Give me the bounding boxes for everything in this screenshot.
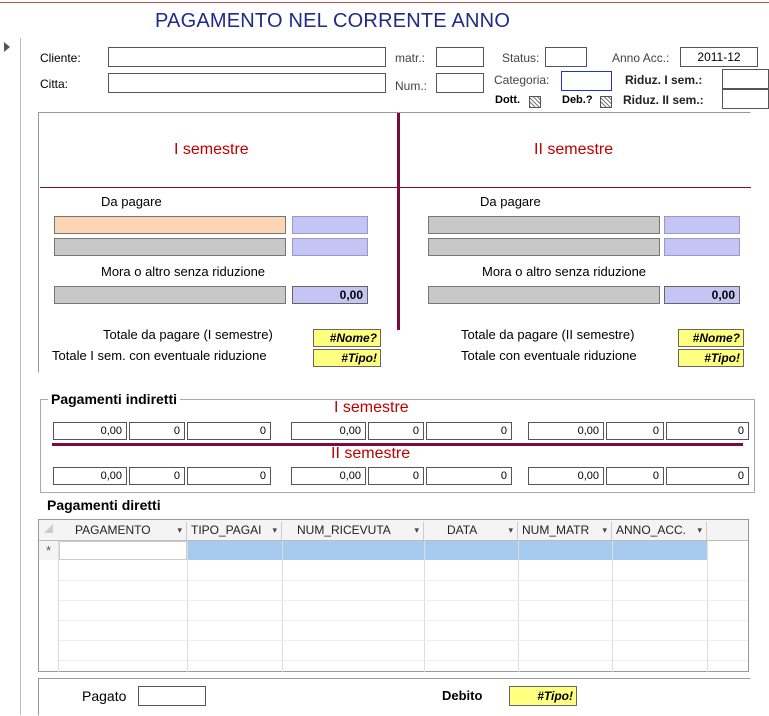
da-pagare-1-label: Da pagare <box>101 194 162 209</box>
sem2-title: II semestre <box>534 141 614 158</box>
indiretti-r1-c4[interactable]: 0,00 <box>291 422 366 440</box>
num-field[interactable] <box>436 73 484 93</box>
col-anno-acc-dropdown-icon[interactable]: ▾ <box>697 525 702 535</box>
indiretti-r2-c6[interactable]: 0 <box>426 467 512 485</box>
col-num-ricevuta-dropdown-icon[interactable]: ▾ <box>414 525 419 535</box>
indiretti-r2-c5[interactable]: 0 <box>368 467 424 485</box>
grid-col-line <box>424 541 425 672</box>
pagato-label: Pagato <box>82 688 127 704</box>
grid-col-line <box>612 541 613 672</box>
indiretti-r1-c5[interactable]: 0 <box>368 422 424 440</box>
grid-row-line <box>59 660 748 661</box>
status-field[interactable] <box>545 47 587 67</box>
col-header-data[interactable] <box>425 522 518 540</box>
col-header-anno-acc-label: ANNO_ACC. <box>616 523 687 537</box>
mora-1-label: Mora o altro senza riduzione <box>101 264 266 279</box>
indiretti-sem2-title: II semestre <box>331 445 411 462</box>
col-header-num-ricevuta-label: NUM_RICEVUTA <box>297 523 391 537</box>
deb-label: Deb.? <box>562 94 593 106</box>
riduz-i-field[interactable] <box>722 69 769 89</box>
totale-i-riduzione-label: Totale I sem. con eventuale riduzione <box>52 348 267 363</box>
indiretti-r2-c3[interactable]: 0 <box>187 467 271 485</box>
diretti-label: Pagamenti diretti <box>47 497 161 513</box>
categoria-field[interactable] <box>561 71 612 91</box>
cliente-field[interactable] <box>108 47 386 67</box>
indiretti-r1-c2[interactable]: 0 <box>129 422 185 440</box>
mora-1-value[interactable]: 0,00 <box>292 286 368 304</box>
totale-ii-value: #Nome? <box>678 329 744 347</box>
col-header-tipo-label: TIPO_PAGAI <box>191 523 262 537</box>
new-record-marker[interactable]: * <box>39 541 59 560</box>
da-pagare-2-value-b[interactable] <box>664 238 740 256</box>
riduz-i-label: Riduz. I sem.: <box>625 73 703 87</box>
matr-label: matr.: <box>395 51 426 65</box>
cliente-label: Cliente: <box>40 51 81 65</box>
indiretti-r2-c9[interactable]: 0 <box>666 467 749 485</box>
col-header-data-label: DATA <box>447 523 478 537</box>
pagato-field[interactable] <box>138 686 206 706</box>
record-selector-bar[interactable] <box>0 38 21 715</box>
col-tipo-dropdown-icon[interactable]: ▾ <box>272 525 277 535</box>
indiretti-r1-c9[interactable]: 0 <box>666 422 749 440</box>
da-pagare-2-label: Da pagare <box>480 194 541 209</box>
num-label: Num.: <box>395 79 428 93</box>
indiretti-r1-c1[interactable]: 0,00 <box>53 422 127 440</box>
totale-i-label: Totale da pagare (I semestre) <box>103 327 273 342</box>
totale-i-value: #Nome? <box>313 329 381 347</box>
indiretti-r1-c7[interactable]: 0,00 <box>528 422 604 440</box>
col-header-tipo-pagamento[interactable] <box>188 522 282 540</box>
da-pagare-1-value-a[interactable] <box>292 216 368 234</box>
col-header-num-matr-label: NUM_MATR <box>522 523 590 537</box>
totale-ii-label: Totale da pagare (II semestre) <box>461 327 635 342</box>
grid-row-line <box>59 580 748 581</box>
totale-i-riduzione-value: #Tipo! <box>313 349 381 367</box>
grid-row-line <box>59 600 748 601</box>
current-record-arrow-icon <box>4 42 10 52</box>
col-header-num-ricevuta[interactable] <box>283 522 424 540</box>
totale-ii-riduzione-value: #Tipo! <box>678 349 744 367</box>
anno-acc-label: Anno Acc.: <box>612 51 670 65</box>
semester-divider-horizontal <box>40 187 751 188</box>
indiretti-label: Pagamenti indiretti <box>48 391 180 407</box>
semester-divider-vertical <box>397 113 400 330</box>
anno-acc-field[interactable]: 2011-12 <box>680 47 758 67</box>
debito-value: #Tipo! <box>509 686 577 706</box>
grid-row-line <box>59 620 748 621</box>
da-pagare-1-amount-b[interactable] <box>54 238 286 256</box>
indiretti-r1-c6[interactable]: 0 <box>426 422 512 440</box>
select-all-icon[interactable] <box>44 524 53 533</box>
col-header-pagamento-label: PAGAMENTO <box>75 523 151 537</box>
new-row-selected-cells[interactable] <box>188 541 707 560</box>
col-header-anno-acc[interactable] <box>613 522 707 540</box>
dott-label: Dott. <box>495 94 521 106</box>
sem1-title: I semestre <box>174 141 249 158</box>
dott-checkbox[interactable] <box>529 96 541 108</box>
status-label: Status: <box>502 51 540 65</box>
col-pagamento-dropdown-icon[interactable]: ▾ <box>177 525 182 535</box>
indiretti-r1-c3[interactable]: 0 <box>187 422 271 440</box>
indiretti-r2-c1[interactable]: 0,00 <box>53 467 127 485</box>
col-header-pagamento[interactable] <box>59 522 187 540</box>
citta-field[interactable] <box>108 73 386 93</box>
indiretti-r1-c8[interactable]: 0 <box>606 422 664 440</box>
top-border-line <box>0 2 769 3</box>
new-row-pagamento-cell[interactable] <box>59 541 187 560</box>
deb-checkbox[interactable] <box>600 96 612 108</box>
col-data-dropdown-icon[interactable]: ▾ <box>508 525 513 535</box>
mora-2-amount[interactable] <box>428 286 660 304</box>
da-pagare-2-value-a[interactable] <box>664 216 740 234</box>
indiretti-r2-c4[interactable]: 0,00 <box>291 467 366 485</box>
da-pagare-2-amount-a[interactable] <box>428 216 660 234</box>
da-pagare-1-value-b[interactable] <box>292 238 368 256</box>
mora-2-label: Mora o altro senza riduzione <box>482 264 647 279</box>
da-pagare-2-amount-b[interactable] <box>428 238 660 256</box>
grid-col-line <box>282 541 283 672</box>
indiretti-sem1-title: I semestre <box>334 399 409 416</box>
indiretti-r2-c2[interactable]: 0 <box>129 467 185 485</box>
mora-1-amount[interactable] <box>54 286 286 304</box>
totale-ii-riduzione-label: Totale con eventuale riduzione <box>461 348 637 363</box>
riduz-ii-label: Riduz. II sem.: <box>623 93 704 107</box>
citta-label: Citta: <box>40 77 69 91</box>
grid-col-line <box>707 541 708 672</box>
grid-row-line <box>59 640 748 641</box>
grid-col-line <box>58 541 59 672</box>
grid-col-line <box>187 541 188 672</box>
mora-2-value[interactable]: 0,00 <box>664 286 740 304</box>
riduz-ii-field[interactable] <box>722 89 769 109</box>
indiretti-r2-c7[interactable]: 0,00 <box>528 467 604 485</box>
matr-field[interactable] <box>436 47 484 67</box>
form-title: PAGAMENTO NEL CORRENTE ANNO <box>155 10 511 32</box>
da-pagare-1-amount-a[interactable] <box>54 216 286 234</box>
col-header-num-matr[interactable] <box>519 522 612 540</box>
col-num-matr-dropdown-icon[interactable]: ▾ <box>602 525 607 535</box>
categoria-label: Categoria: <box>494 73 550 87</box>
grid-col-line <box>518 541 519 672</box>
debito-label: Debito <box>442 688 483 703</box>
indiretti-r2-c8[interactable]: 0 <box>606 467 664 485</box>
